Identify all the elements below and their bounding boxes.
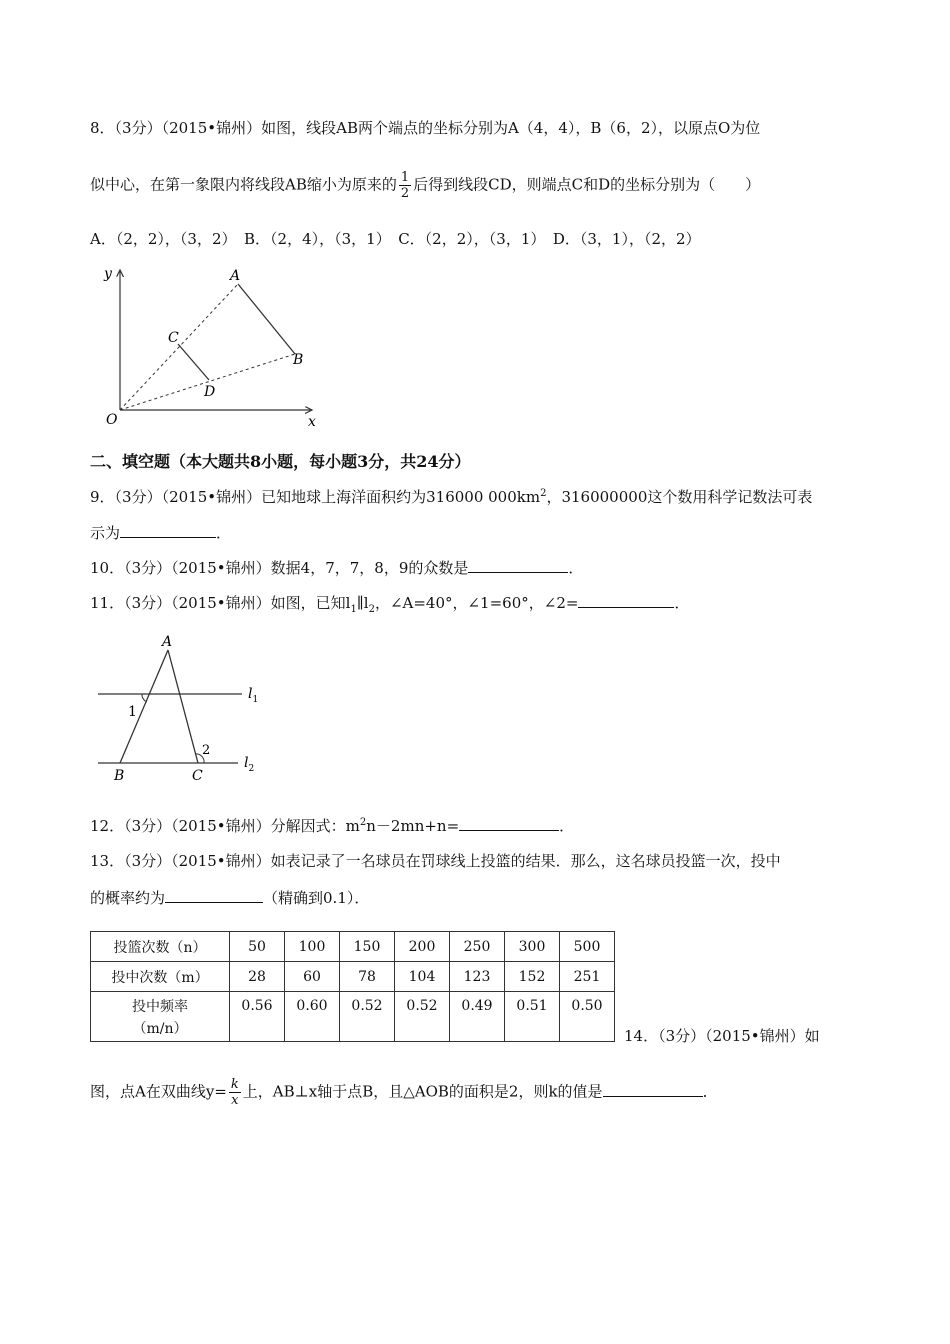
q11-sub1: 1	[350, 604, 357, 615]
table-cell: 0.49	[450, 992, 505, 1042]
q9-answer-blank[interactable]	[120, 523, 216, 538]
q11-post2: ．	[674, 594, 690, 612]
table-row-header	[91, 992, 230, 1042]
q14-line2-pre: 图，点A在双曲线y=	[90, 1082, 227, 1101]
q14-answer-blank[interactable]	[603, 1082, 703, 1097]
q8-line2	[90, 170, 760, 201]
q14-line1: 14．（3分）（2015•锦州）如	[624, 1027, 820, 1045]
q12-sup: 2	[359, 817, 367, 828]
q8-frac-den: 2	[400, 186, 410, 201]
q12-mid: n－2mn+n=	[366, 817, 460, 835]
q8-label-c: C	[168, 330, 179, 346]
q9-line2	[90, 522, 231, 543]
q11-label-c: C	[192, 768, 203, 784]
q13-table	[90, 931, 615, 1042]
q8-label-y: y	[104, 266, 112, 282]
q9-line2-pre: 示为	[90, 524, 121, 542]
q9-line1-pre: 9．（3分）（2015•锦州）已知地球上海洋面积约为316000 000km	[90, 488, 541, 506]
q12-post: ．	[559, 817, 575, 835]
q14-frac-num: k	[230, 1077, 239, 1092]
q13-line1: 13．（3分）（2015•锦州）如表记录了一名球员在罚球线上投篮的结果．那么，这名球员投篮一次，投中	[90, 852, 781, 870]
table-cell: 0.56	[230, 992, 285, 1042]
table-cell: 28	[230, 962, 285, 992]
table-row	[91, 962, 615, 992]
q11-label-a: A	[162, 634, 173, 650]
table-cell: 50	[230, 932, 285, 962]
table-cell: 200	[395, 932, 450, 962]
q10-line	[90, 557, 583, 578]
table-cell: 150	[340, 932, 395, 962]
q12-answer-blank[interactable]	[459, 816, 559, 831]
q14-line2-end: ．	[702, 1082, 718, 1101]
table-cell: 104	[395, 962, 450, 992]
table-row-header: 投篮次数（n）	[91, 932, 230, 962]
q8-label-o: O	[106, 412, 118, 428]
q11-answer-blank[interactable]	[578, 593, 674, 608]
q12-line	[90, 815, 574, 836]
q8-fraction	[399, 170, 411, 201]
q8-segment-ab	[238, 284, 295, 354]
table-cell: 0.60	[285, 992, 340, 1042]
q11-side-ac	[168, 650, 198, 763]
q11-mid: ∥l	[356, 594, 369, 612]
q8-segment-cd	[178, 344, 209, 380]
table-cell: 123	[450, 962, 505, 992]
table-cell: 100	[285, 932, 340, 962]
q8-options: A．（2，2），（3，2） B．（2，4），（3，1） C．（2，2），（3，1） D．（3，1），（2，2）	[90, 230, 701, 248]
section2-title: 二、填空题（本大题共8小题，每小题3分，共24分）	[90, 452, 471, 471]
q8-label-a: A	[230, 268, 241, 284]
q11-label-b: B	[114, 768, 125, 784]
table-cell: 500	[560, 932, 615, 962]
q14-line2	[90, 1077, 718, 1108]
q10-pre: 10．（3分）（2015•锦州）数据4，7，7，8，9的众数是	[90, 559, 469, 577]
q13-line2-pre: 的概率约为	[90, 889, 166, 907]
q14-fraction	[229, 1077, 241, 1108]
q8-line2-post: 后得到线段CD，则端点C和D的坐标分别为（ ）	[413, 175, 761, 194]
table-cell: 0.52	[340, 992, 395, 1042]
table-row-header-a: 投中频率	[132, 999, 188, 1015]
table-row	[91, 932, 615, 962]
q9-sup: 2	[540, 488, 547, 499]
table-cell: 250	[450, 932, 505, 962]
table-cell: 60	[285, 962, 340, 992]
q9-line2-post: ．	[216, 524, 232, 542]
q11-label-2: 2	[202, 743, 211, 758]
q14-frac-den: x	[231, 1093, 239, 1108]
table-row-header: 投中次数（m）	[91, 962, 230, 992]
table-row-header-b: （m/n）	[132, 1021, 188, 1037]
q13-line2-post: （精确到0.1）．	[263, 889, 370, 907]
q8-line1: 8．（3分）（2015•锦州）如图，线段AB两个端点的坐标分别为A（4，4），B（6，2），以原点O为位	[90, 119, 761, 137]
q11-label-1: 1	[128, 704, 137, 720]
q8-frac-num: 1	[400, 170, 410, 185]
q13-answer-blank[interactable]	[165, 888, 263, 903]
q11-post1: ，∠A=40°，∠1=60°，∠2=	[374, 594, 579, 612]
q11-line	[90, 592, 689, 615]
q11-label-l2: $l_2$	[244, 755, 255, 774]
table-cell: 300	[505, 932, 560, 962]
q8-label-b: B	[293, 352, 304, 368]
q10-post: ．	[568, 559, 584, 577]
table-cell: 152	[505, 962, 560, 992]
table-cell: 251	[560, 962, 615, 992]
q12-pre: 12．（3分）（2015•锦州）分解因式：m	[90, 817, 360, 835]
q8-label-x: x	[308, 414, 316, 430]
q10-answer-blank[interactable]	[468, 558, 568, 573]
q9-line1-post: ，316000000这个数用科学记数法可表	[546, 488, 813, 506]
table-row	[91, 992, 615, 1042]
q11-label-l1: $l_1$	[248, 686, 259, 705]
table-cell: 0.52	[395, 992, 450, 1042]
table-cell: 0.50	[560, 992, 615, 1042]
q9-line1	[90, 486, 812, 507]
q13-line2	[90, 887, 369, 908]
q11-figure	[90, 630, 290, 790]
table-cell: 0.51	[505, 992, 560, 1042]
q8-line2-pre: 似中心，在第一象限内将线段AB缩小为原来的	[90, 175, 397, 194]
q14-line2-post: 上，AB⊥x轴于点B，且△AOB的面积是2，则k的值是	[242, 1082, 603, 1101]
table-cell: 78	[340, 962, 395, 992]
q8-figure	[90, 258, 330, 430]
q11-pre: 11．（3分）（2015•锦州）如图，已知l	[90, 594, 351, 612]
q8-label-d: D	[204, 384, 216, 400]
q11-sub2: 2	[368, 604, 375, 615]
